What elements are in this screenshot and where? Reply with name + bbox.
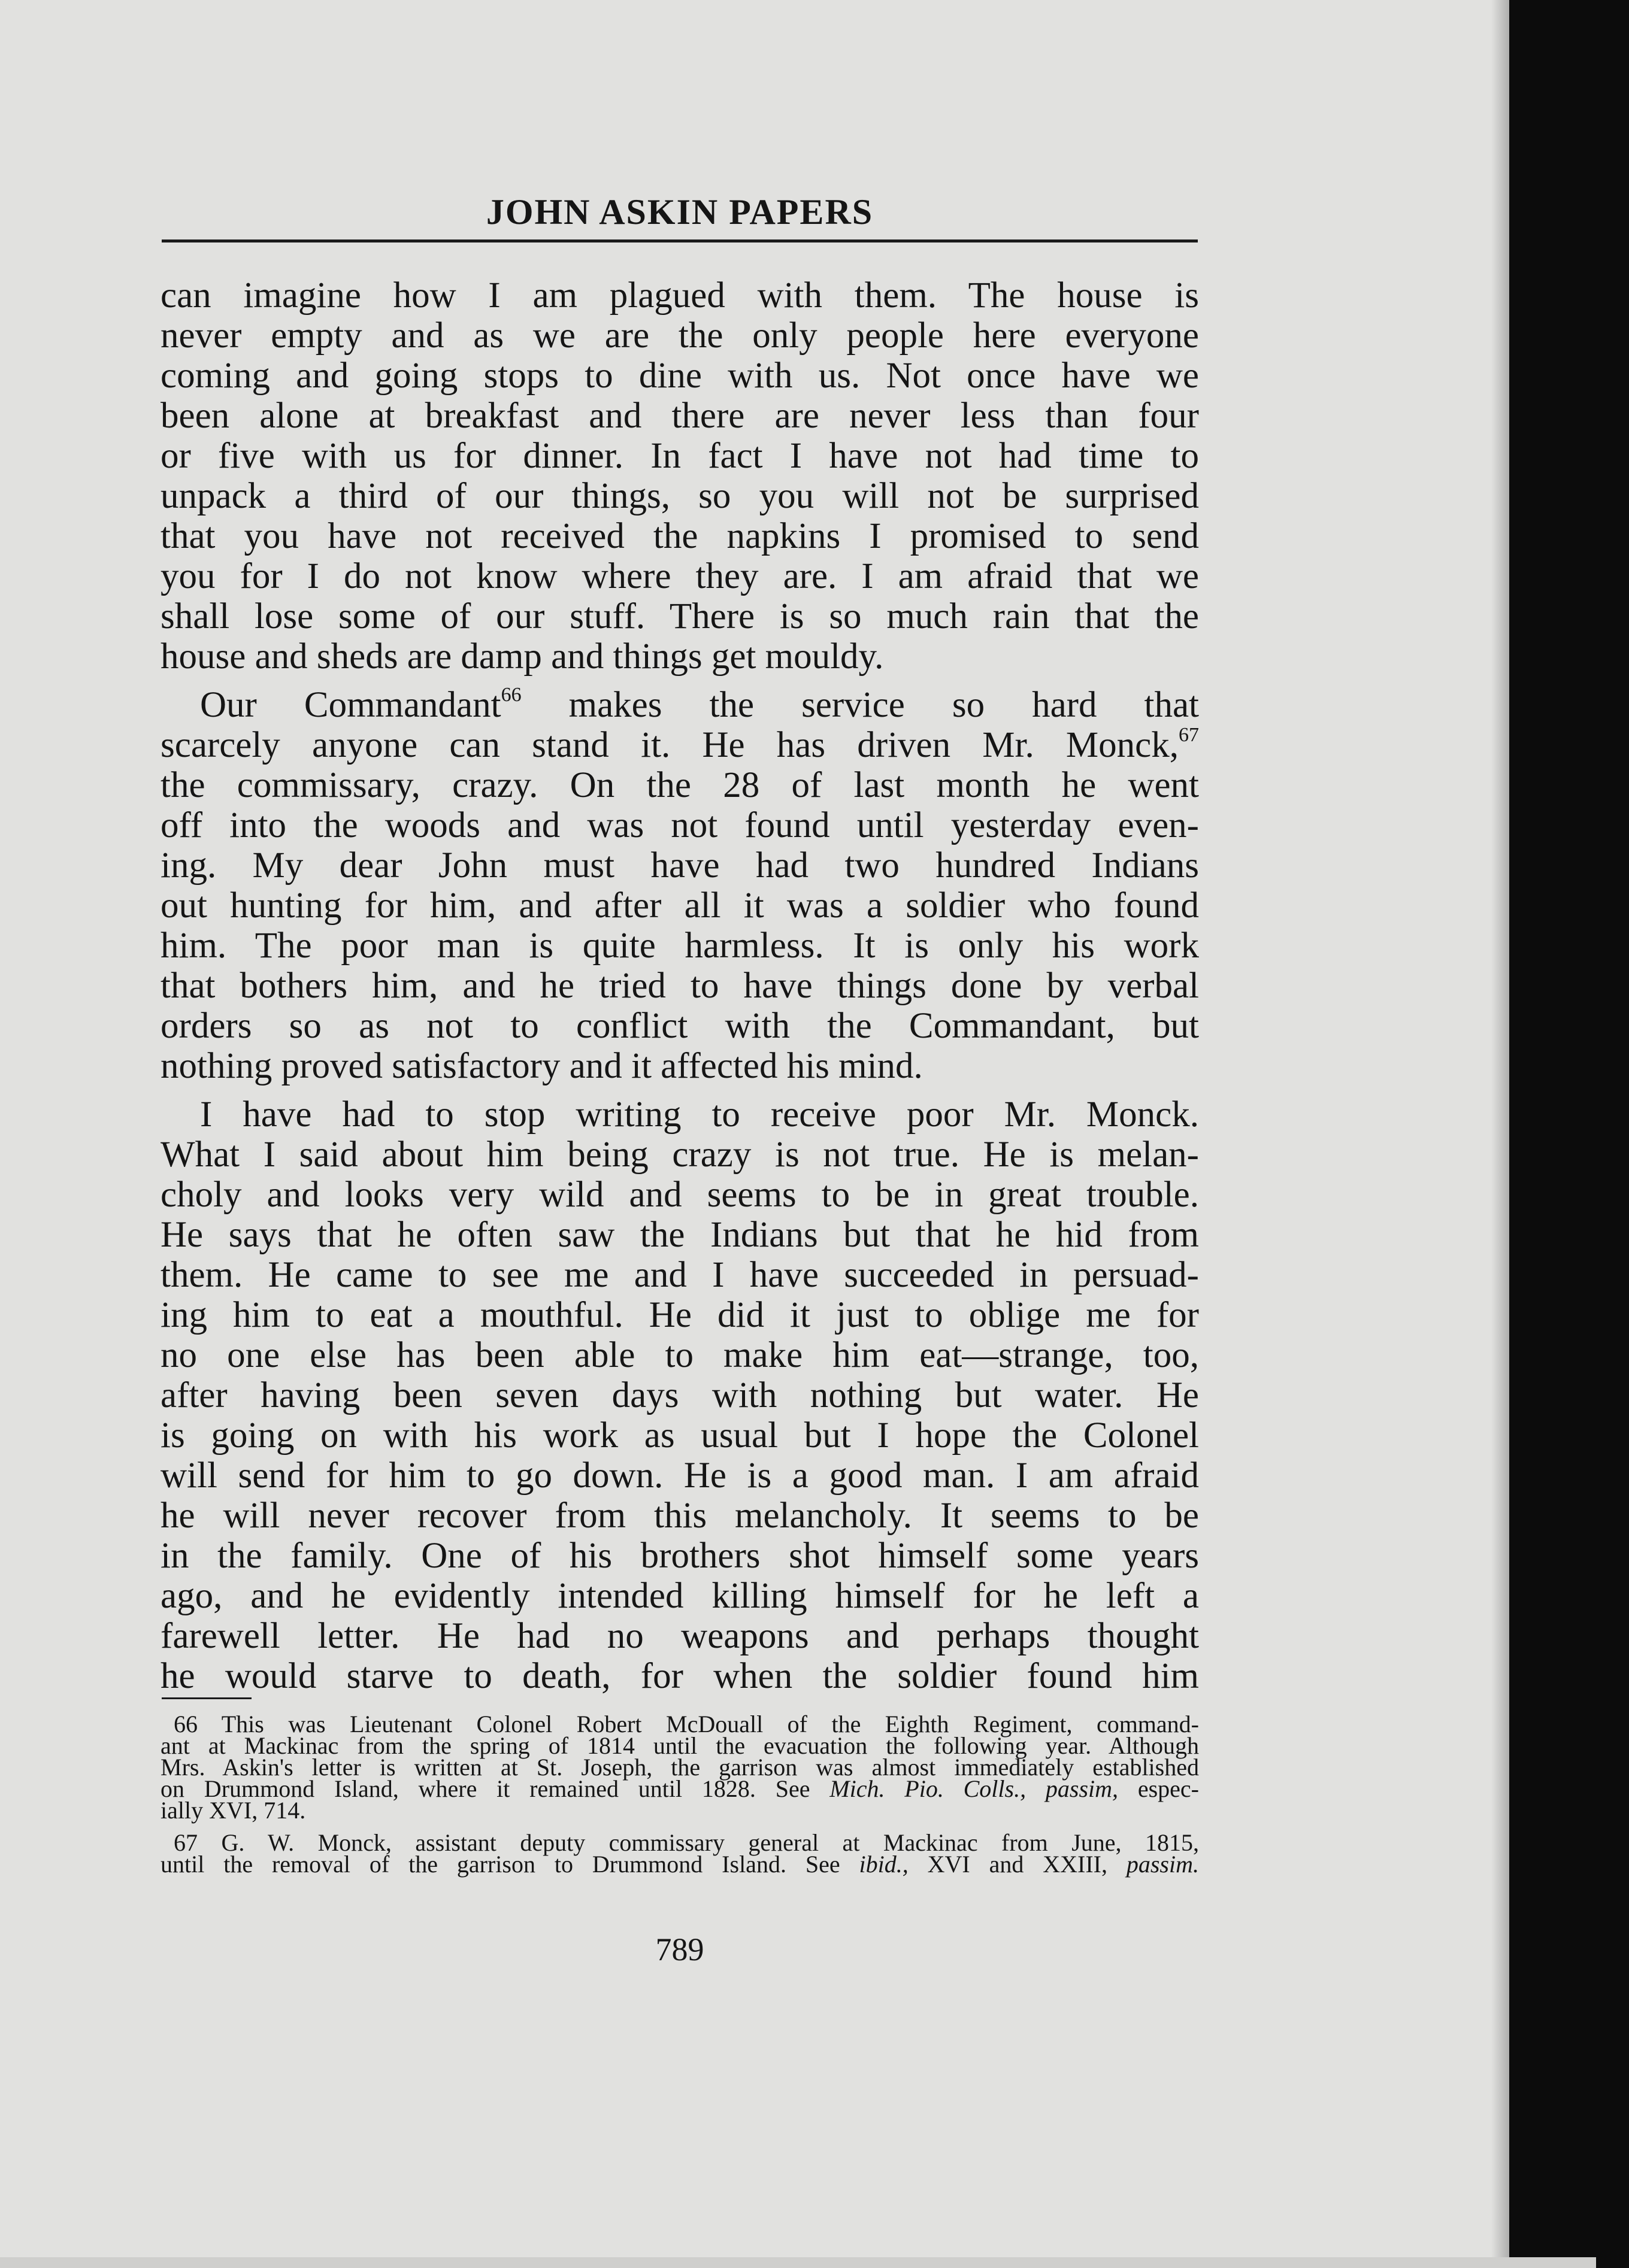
text-line: nothing proved satisfactory and it affected his mind. <box>161 1046 923 1086</box>
text-line: coming and going stops to dine with us. Not once have we <box>161 356 1199 396</box>
paragraph-3 <box>161 1094 1199 1696</box>
text-line: out hunting for him, and after all it was a soldier who found <box>161 886 1199 926</box>
text-line <box>161 1851 1199 1878</box>
text-line: I have had to stop writing to receive poor Mr. Monck. <box>200 1094 1199 1135</box>
footnote-rule <box>162 1697 252 1699</box>
text-line: he would starve to death, for when the soldier found him <box>161 1656 1199 1696</box>
text-line: he will never recover from this melancholy. It seems to be <box>161 1496 1199 1536</box>
running-head: JOHN ASKIN PAPERS <box>486 192 874 232</box>
text-line: house and sheds are damp and things get mouldy. <box>161 636 884 677</box>
text-line: Mrs. Askin's letter is written at St. Joseph, the garrison was almost immediately established <box>161 1754 1199 1781</box>
footnotes <box>161 1711 1200 1878</box>
text-line: 67 G. W. Monck, assistant deputy commissary general at Mackinac from June, 1815, <box>174 1829 1199 1856</box>
text-line: farewell letter. He had no weapons and perhaps thought <box>161 1616 1199 1656</box>
text-run: on Drummond Island, where it remained until 1828. See <box>161 1775 830 1802</box>
text-line: off into the woods and was not found until yesterday even- <box>161 805 1199 845</box>
text-line <box>161 685 1199 725</box>
text-line: What I said about him being crazy is not true. He is melan- <box>161 1135 1199 1175</box>
citation: Mich. Pio. Colls., passim, <box>829 1775 1119 1802</box>
text-line: ant at Mackinac from the spring of 1814 until the evacuation the following year. Although <box>161 1732 1199 1759</box>
text-run: XVI and XXIII, <box>908 1851 1127 1878</box>
citation: passim. <box>1126 1851 1199 1878</box>
header-rule <box>162 239 1198 242</box>
text-line: that you have not received the napkins I promised to send <box>161 516 1199 556</box>
text-line: that bothers him, and he tried to have things done by verbal <box>161 966 1199 1006</box>
footnote-66 <box>161 1711 1200 1824</box>
text-line: ially XVI, 714. <box>161 1797 306 1824</box>
text-line: the commissary, crazy. On the 28 of last month he went <box>161 765 1199 805</box>
text-run: until the removal of the garrison to Drummond Island. See <box>161 1851 859 1878</box>
text-line: them. He came to see me and I have succeeded in persuad- <box>161 1255 1199 1295</box>
footnote-ref-67: 67 <box>1179 724 1199 746</box>
text-run: Our Commandant <box>200 685 501 725</box>
text-line: you for I do not know where they are. I am afraid that we <box>161 556 1199 596</box>
page-number: 789 <box>655 1932 704 1967</box>
text-line: 66 This was Lieutenant Colonel Robert McDouall of the Eighth Regiment, command- <box>174 1711 1199 1738</box>
text-line: unpack a third of our things, so you will not be surprised <box>161 476 1199 516</box>
paragraph-1 <box>161 275 1199 677</box>
text-line: never empty and as we are the only people here everyone <box>161 316 1199 356</box>
text-run: espec- <box>1118 1775 1200 1802</box>
text-line: He says that he often saw the Indians but that he hid from <box>161 1215 1199 1255</box>
text-line: ing him to eat a mouthful. He did it just to oblige me for <box>161 1295 1199 1335</box>
text-line: choly and looks very wild and seems to be in great trouble. <box>161 1175 1199 1215</box>
text-run: scarcely anyone can stand it. He has driven Mr. Monck, <box>161 725 1179 765</box>
text-line: after having been seven days with nothing but water. He <box>161 1375 1199 1415</box>
text-run: makes the service so hard that <box>521 685 1200 725</box>
text-line: no one else has been able to make him eat—strange, too, <box>161 1335 1199 1375</box>
text-line: him. The poor man is quite harmless. It is only his work <box>161 926 1199 966</box>
page-edge-shadow <box>1509 0 1629 2268</box>
footnote-ref-66: 66 <box>501 684 522 706</box>
footnote-67 <box>161 1829 1199 1878</box>
text-line: in the family. One of his brothers shot himself some years <box>161 1536 1199 1576</box>
text-line: ago, and he evidently intended killing himself for he left a <box>161 1576 1199 1616</box>
citation: ibid., <box>859 1851 909 1878</box>
body-text <box>161 275 1199 1696</box>
text-line <box>161 1775 1200 1802</box>
paragraph-2 <box>161 685 1199 1086</box>
text-line: will send for him to go down. He is a good man. I am afraid <box>161 1456 1199 1496</box>
page-bottom-edge <box>0 2257 1596 2268</box>
text-line: can imagine how I am plagued with them. The house is <box>161 275 1199 316</box>
text-line: shall lose some of our stuff. There is so much rain that the <box>161 596 1199 636</box>
text-line <box>161 725 1199 765</box>
text-line: is going on with his work as usual but I hope the Colonel <box>161 1415 1199 1456</box>
text-line: been alone at breakfast and there are never less than four <box>161 396 1199 436</box>
text-line: ing. My dear John must have had two hundred Indians <box>161 845 1199 886</box>
text-line: orders so as not to conflict with the Commandant, but <box>161 1006 1199 1046</box>
text-line: or five with us for dinner. In fact I have not had time to <box>161 436 1199 476</box>
